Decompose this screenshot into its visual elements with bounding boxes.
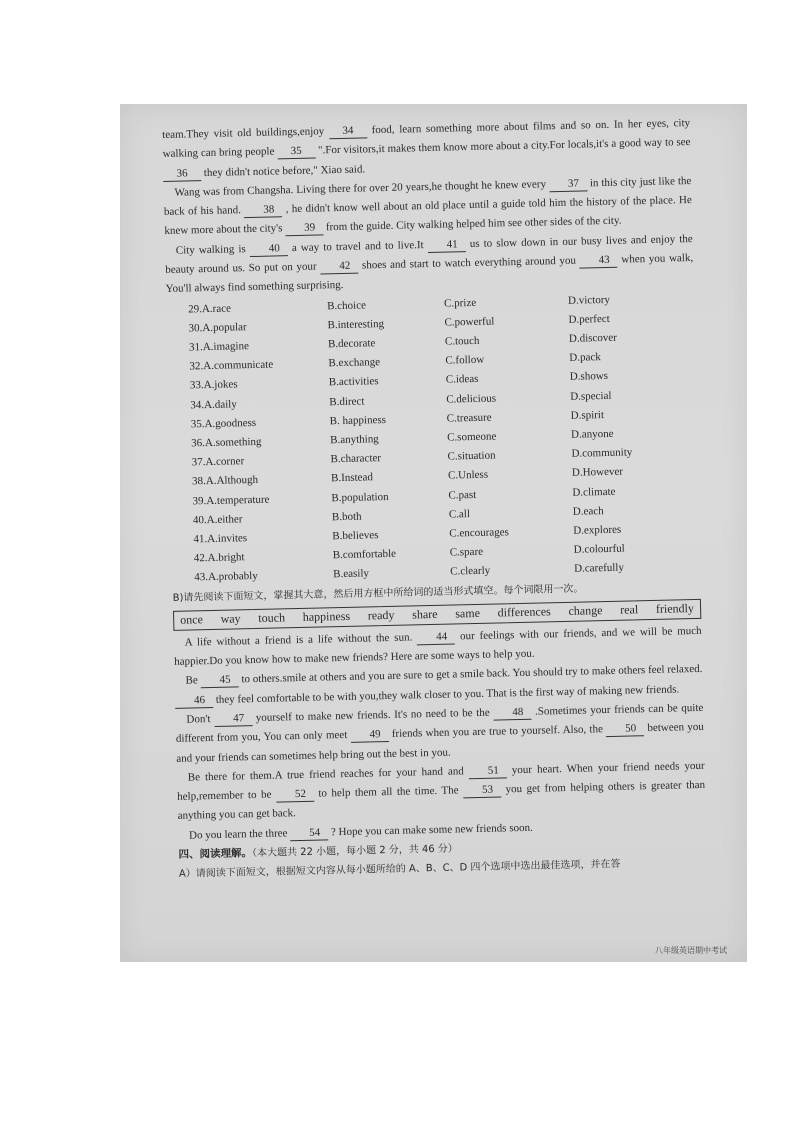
option-c[interactable]: C.touch (444, 334, 480, 348)
option-c[interactable]: C.all (448, 507, 471, 521)
option-b[interactable]: B.both (331, 510, 362, 523)
option-a[interactable]: 39.A.temperature (192, 493, 270, 507)
option-d[interactable]: D.pack (569, 351, 601, 365)
word-option: happiness (302, 609, 351, 625)
option-d[interactable]: D.colourful (573, 542, 625, 556)
option-d[interactable]: D.victory (567, 293, 611, 307)
option-c[interactable]: C.someone (447, 430, 497, 444)
passage-b-paragraph-2: Be 45 to others.smile at others and you are sure to get a smile back. You should try to make others feel relaxed. 46 they feel comfortable to be with you,they walk closer to you. That is the first way of making new friends. (174, 660, 703, 711)
word-option: change (568, 603, 603, 619)
blank-42[interactable]: 42 (320, 260, 358, 275)
option-b[interactable]: B.activities (328, 375, 379, 389)
section-4-instruction-a: A）请阅读下面短文，根据短文内容从每小题所给的 A、B、C、D 四个选项中选出最佳选项，并在答 (178, 859, 621, 881)
word-option: share (412, 607, 438, 622)
option-b[interactable]: B.believes (332, 529, 379, 543)
option-b[interactable]: B.comfortable (332, 547, 397, 562)
option-a[interactable]: 33.A.jokes (189, 378, 238, 392)
option-d[interactable]: D.community (571, 446, 633, 460)
option-a[interactable]: 30.A.popular (188, 320, 247, 335)
page-footer: 八年级英语期中考试 (655, 946, 727, 955)
option-d[interactable]: D.However (571, 465, 624, 480)
options-table (166, 289, 700, 589)
option-a[interactable]: 34.A.daily (190, 397, 237, 411)
option-d[interactable]: D.explores (573, 523, 622, 537)
blank-40[interactable]: 40 (250, 242, 288, 257)
option-c[interactable]: C.clearly (450, 564, 491, 578)
passage-b-paragraph-3: Don't 47 yourself to make new friends. It's no need to be the 48 .Sometimes your friends can be quite different from you, You can only meet 49 friends when you are true to yourself. Also, the 50 between you and your friends can sometimes help bring out the best in you. (175, 701, 704, 765)
blank-51[interactable]: 51 (469, 764, 507, 779)
blank-49[interactable]: 49 (350, 728, 388, 743)
word-option: real (620, 602, 639, 617)
option-d[interactable]: D.discover (568, 331, 618, 345)
blank-36[interactable]: 36 (163, 167, 201, 182)
option-d[interactable]: D.climate (572, 485, 616, 499)
option-c[interactable]: C.ideas (445, 373, 479, 386)
blank-45[interactable]: 45 (200, 674, 238, 689)
option-d[interactable]: D.shows (569, 370, 609, 384)
option-c[interactable]: C.powerful (444, 315, 495, 329)
option-b[interactable]: B.exchange (328, 356, 381, 370)
option-a[interactable]: 31.A.imagine (188, 340, 250, 354)
blank-39[interactable]: 39 (285, 222, 323, 237)
passage-b-paragraph-4: Be there for them.A true friend reaches for your hand and 51 your heart. When your friend needs your help,remember to be 52 to help them all the time. The 53 you get from helping others is greater than anything you can get back. (177, 759, 706, 823)
blank-38[interactable]: 38 (244, 203, 282, 218)
option-a[interactable]: 42.A.bright (193, 551, 245, 565)
section-b-instruction: B)请先阅读下面短文，掌握其大意，然后用方框中所给词的适当形式填空。每个词限用一次。 (172, 584, 584, 605)
option-c[interactable]: C.Unless (447, 469, 489, 482)
blank-54[interactable]: 54 (290, 826, 328, 841)
option-b[interactable]: B.decorate (327, 337, 376, 351)
blank-46[interactable]: 46 (175, 694, 213, 709)
blank-41[interactable]: 41 (428, 238, 466, 253)
option-b[interactable]: B.Instead (330, 471, 374, 485)
blank-53[interactable]: 53 (463, 784, 501, 799)
option-c[interactable]: C.spare (449, 545, 484, 559)
word-option: friendly (655, 601, 695, 617)
option-d[interactable]: D.special (570, 389, 612, 403)
blank-52[interactable]: 52 (276, 788, 314, 803)
option-b[interactable]: B.direct (329, 395, 365, 408)
option-b[interactable]: B. happiness (329, 413, 387, 428)
option-c[interactable]: C.situation (447, 449, 496, 463)
option-b[interactable]: B.interesting (327, 317, 385, 332)
option-c[interactable]: C.follow (445, 353, 485, 367)
passage-a-paragraph-3: City walking is 40 a way to travel and to live.It 41 us to slow down in our busy lives and enjoy the beauty around us. So put on your 42 shoes and start to watch everything around you 43 when you walk, You'll always find something surprising. (165, 232, 694, 296)
option-a[interactable]: 36.A.something (191, 435, 262, 450)
option-c[interactable]: C.past (448, 488, 477, 502)
word-option: touch (258, 610, 286, 626)
passage-b-paragraph-5: Do you learn the three 54 ? Hope you can make some new friends soon. (188, 821, 533, 842)
option-c[interactable]: C.treasure (446, 411, 492, 425)
option-a[interactable]: 35.A.goodness (190, 416, 257, 431)
option-d[interactable]: D.perfect (568, 312, 610, 326)
blank-48[interactable]: 48 (493, 706, 531, 721)
option-b[interactable]: B.character (330, 452, 382, 466)
option-a[interactable]: 32.A.communicate (189, 358, 274, 373)
word-option: differences (497, 604, 551, 620)
word-option: ready (367, 607, 395, 623)
blank-37[interactable]: 37 (549, 177, 587, 192)
word-option: way (220, 611, 241, 626)
option-b[interactable]: B.population (331, 490, 389, 504)
option-a[interactable]: 40.A.either (192, 512, 243, 527)
word-option: same (455, 606, 481, 621)
option-a[interactable]: 37.A.corner (191, 455, 245, 469)
option-a[interactable]: 29.A.race (188, 302, 232, 316)
option-c[interactable]: C.prize (443, 296, 477, 310)
option-b[interactable]: B.easily (333, 567, 370, 581)
option-d[interactable]: D.spirit (570, 408, 605, 422)
blank-43[interactable]: 43 (579, 254, 617, 269)
option-b[interactable]: B.anything (330, 433, 379, 447)
section-4-note: （本大题共 22 小题，每小题 2 分，共 46 分） (251, 843, 458, 860)
section-4-heading: 四、阅读理解。 (178, 847, 253, 861)
option-d[interactable]: D.carefully (574, 561, 625, 576)
blank-47[interactable]: 47 (214, 712, 252, 727)
blank-44[interactable]: 44 (417, 630, 455, 645)
passage-b-paragraph-1: A life without a friend is a life without the sun. 44 our feelings with our friends, and we will be much happier.Do you know how to make new friends? Here are some ways to help you. (174, 624, 702, 668)
passage-a-paragraph-2: Wang was from Changsha. Living there for over 20 years,he thought he knew every 37 in this city just like the back of his hand. 38 , he didn't know well about an old place until a guide told him the history of the place. He knew more about the city's 39 from the guide. City walking helped him see other sides of the city. (163, 174, 692, 238)
option-c[interactable]: C.encourages (449, 526, 510, 540)
exam-content (162, 114, 707, 884)
blank-35[interactable]: 35 (277, 145, 315, 160)
option-b[interactable]: B.choice (326, 299, 367, 312)
word-option: once (180, 612, 204, 627)
exam-sheet (120, 104, 747, 962)
option-d[interactable]: D.anyone (570, 427, 614, 441)
option-d[interactable]: D.each (572, 504, 604, 518)
blank-50[interactable]: 50 (606, 722, 644, 737)
option-a[interactable]: 41.A.invites (193, 532, 248, 546)
passage-a-paragraph-1: team.They visit old buildings,enjoy 34 food, learn something more about films and so on. In her eyes, city walking can bring people 35 ".For visitors,it makes them know more about a city.For locals,it's a good way to see 36 they didn't notice before," Xiao said. (162, 114, 691, 184)
option-c[interactable]: C.delicious (446, 392, 497, 406)
option-a[interactable]: 38.A.Although (191, 474, 259, 488)
option-a[interactable]: 43.A.probably (194, 570, 258, 584)
blank-34[interactable]: 34 (329, 124, 367, 139)
